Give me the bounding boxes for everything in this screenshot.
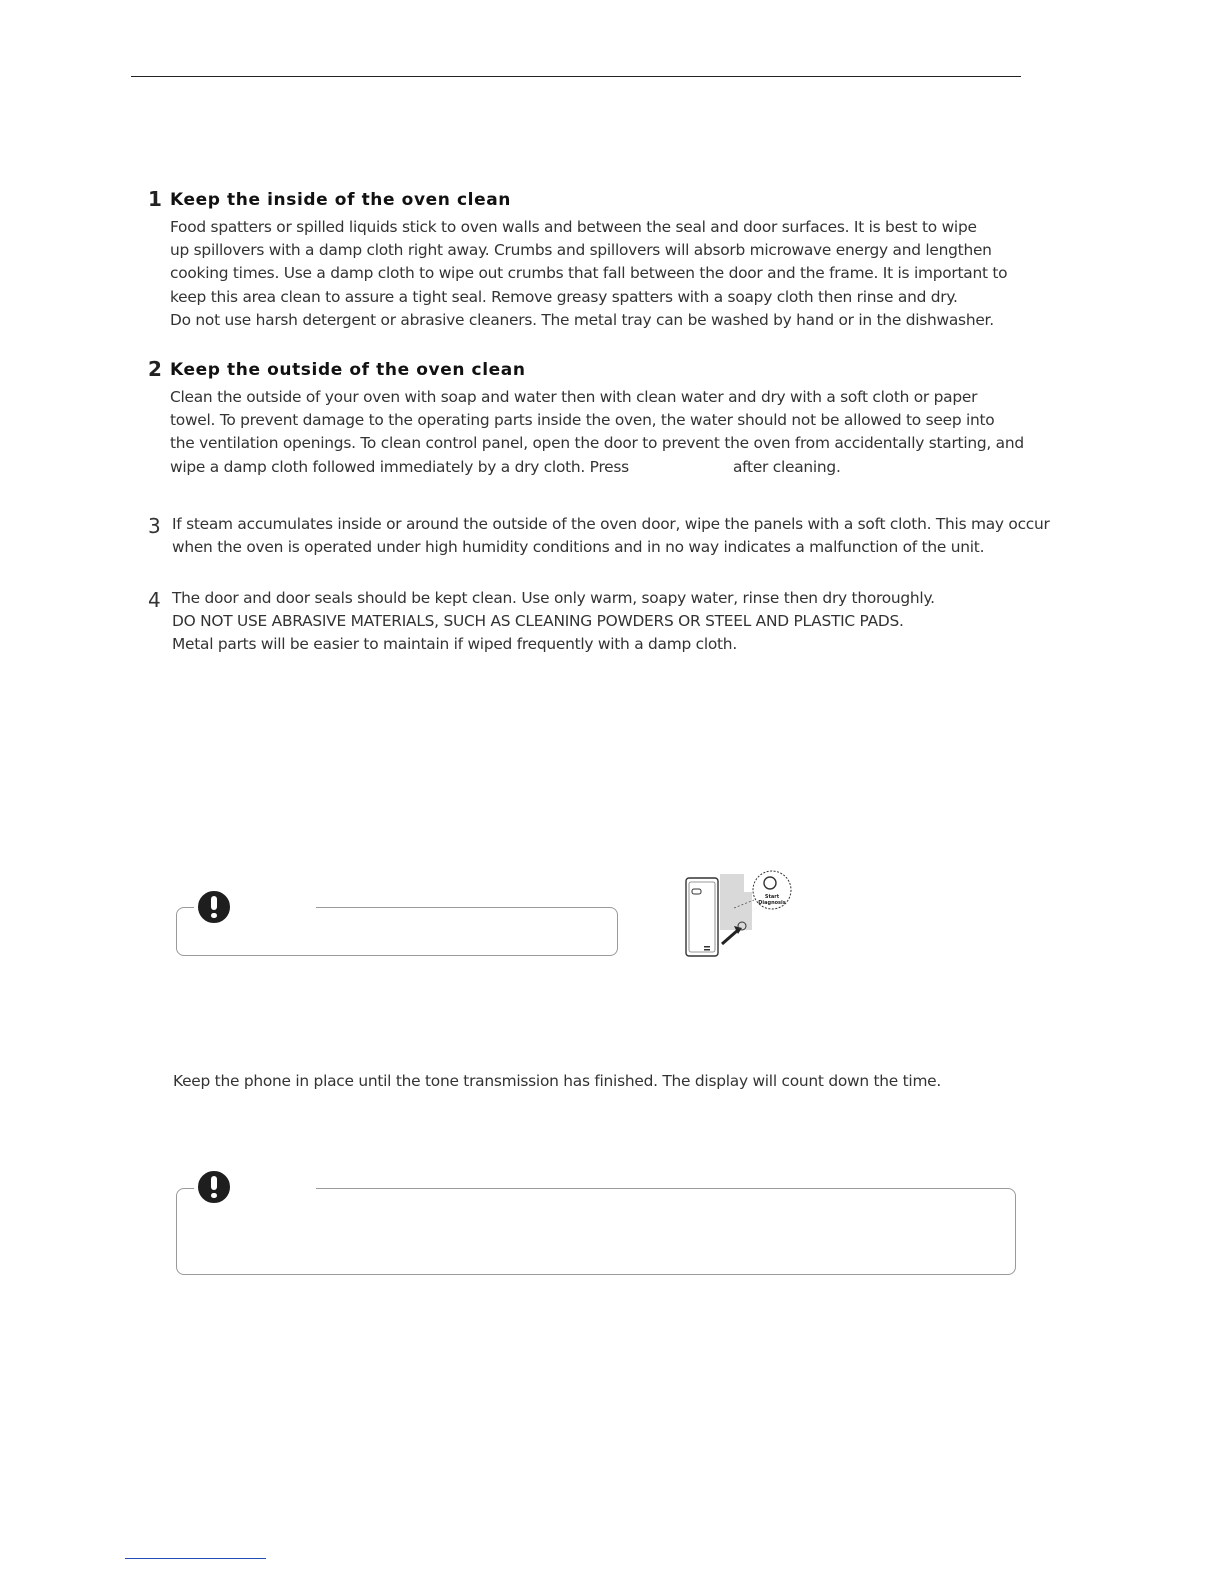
body-line: Food spatters or spilled liquids stick to oven walls and between the seal and door surfaces. It is best to wipe: [170, 218, 977, 236]
oven-panel-shape: [720, 874, 752, 930]
body-line: up spillovers with a damp cloth right away. Crumbs and spillovers will absorb microwave energy and lengthen: [170, 241, 992, 260]
body-line: Do not use harsh detergent or abrasive cleaners. The metal tray can be washed by hand or in the dishwasher.: [170, 310, 994, 329]
exclamation-icon: [194, 1167, 234, 1207]
exclamation-icon: [194, 887, 234, 927]
header-rule: [131, 76, 1021, 77]
callout-label-2: Diagnosis: [758, 900, 786, 906]
section-1-body: [170, 216, 1007, 332]
section-4-body: [172, 587, 935, 657]
section-2-title: Keep the outside of the oven clean: [170, 360, 526, 380]
arrow-icon: [722, 930, 738, 944]
body-line: the ventilation openings. To clean control panel, open the door to prevent the oven from accidentally starting, and: [170, 434, 1024, 453]
body-line: towel. To prevent damage to the operating parts inside the oven, the water should not be allowed to seep into: [170, 411, 995, 430]
section-3-number: 3: [148, 514, 161, 538]
note-box: [176, 1188, 1016, 1275]
phone-icon: [686, 878, 718, 956]
section-2-number: 2: [148, 357, 162, 381]
body-line: Clean the outside of your oven with soap and water then with clean water and dry with a soft cloth or paper: [170, 388, 978, 406]
body-line: DO NOT USE ABRASIVE MATERIALS, SUCH AS CLEANING POWDERS OR STEEL AND PLASTIC PADS.: [172, 612, 904, 631]
section-1-title: Keep the inside of the oven clean: [170, 190, 511, 210]
note-box: [176, 907, 618, 956]
body-line: cooking times. Use a damp cloth to wipe out crumbs that fall between the door and the frame. It is important to: [170, 264, 1008, 283]
body-line-before-button: wipe a damp cloth followed immediately by a dry cloth. Press: [170, 457, 629, 476]
body-line: keep this area clean to assure a tight seal. Remove greasy spatters with a soapy cloth then rinse and dry.: [170, 287, 958, 306]
section-3-body: [172, 513, 1050, 559]
note-box-gap: [232, 905, 316, 909]
body-line: [170, 456, 1024, 479]
body-line: Metal parts will be easier to maintain if wiped frequently with a damp cloth.: [172, 635, 737, 654]
phone-diagnosis-illustration: [682, 868, 794, 960]
footer-rule: [125, 1558, 266, 1559]
phone-detail: [704, 946, 710, 948]
section-4-number: 4: [148, 588, 161, 612]
body-line: If steam accumulates inside or around the outside of the oven door, wipe the panels with a soft cloth. This may occur: [172, 515, 1050, 533]
body-line: The door and door seals should be kept clean. Use only warm, soapy water, rinse then dry thoroughly.: [172, 589, 935, 607]
note-box-gap: [232, 1186, 316, 1190]
callout-label-1: Start: [764, 894, 780, 900]
phone-instruction-text: Keep the phone in place until the tone transmission has finished. The display will count down the time.: [173, 1072, 942, 1090]
section-2-body: [170, 386, 1024, 479]
phone-detail: [704, 949, 710, 951]
body-line-after-button: after cleaning.: [732, 457, 841, 476]
body-line: when the oven is operated under high humidity conditions and in no way indicates a malfunction of the unit.: [172, 538, 985, 557]
section-1-number: 1: [148, 187, 162, 211]
